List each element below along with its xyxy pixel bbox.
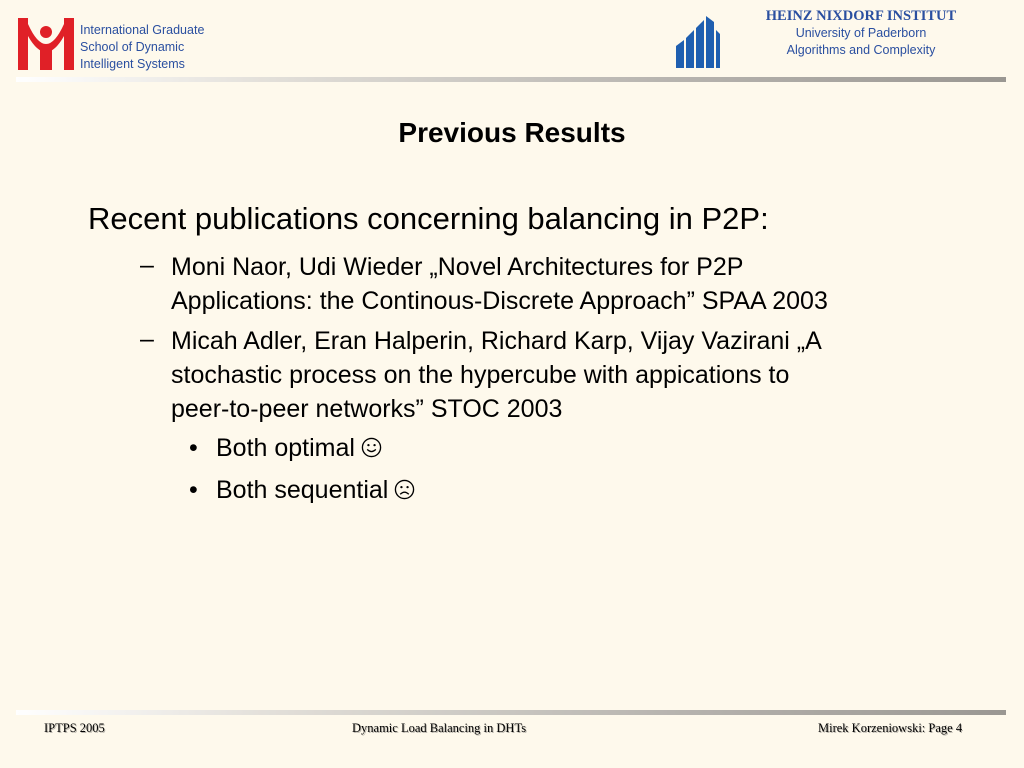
bullet-marker: • — [189, 476, 198, 504]
list-item-line: Micah Adler, Eran Halperin, Richard Karp, Vijay Vazirani „A — [171, 327, 822, 355]
bullet-marker: • — [189, 434, 198, 462]
list-item-line: Applications: the Continous-Discrete Approach” SPAA 2003 — [171, 287, 828, 315]
body-heading: Recent publications concerning balancing in P2P: — [88, 201, 769, 236]
school-name — [80, 22, 204, 73]
footer-divider — [16, 710, 1006, 715]
frown-icon — [394, 479, 415, 500]
footer-conference: IPTPS 2005 — [44, 721, 105, 735]
list-item-line: Moni Naor, Udi Wieder „Novel Architectures for P2P — [171, 253, 744, 281]
institute-name: HEINZ NIXDORF INSTITUT — [765, 8, 957, 24]
slide-title: Previous Results — [398, 117, 626, 148]
school-line: International Graduate — [80, 23, 205, 37]
sub-list-item — [216, 434, 382, 463]
smile-icon — [361, 437, 382, 458]
institute-line: University of Paderborn — [795, 26, 927, 40]
footer-page: Mirek Korzeniowski: Page 4 — [818, 721, 963, 735]
hni-logo-icon — [676, 16, 720, 68]
list-item — [171, 324, 822, 426]
footer-talk-title: Dynamic Load Balancing in DHTs — [352, 721, 527, 735]
dash-marker: – — [140, 251, 154, 279]
dash-marker: – — [140, 325, 154, 353]
sub-list-item-text: Both optimal — [216, 434, 355, 462]
igs-logo-icon — [18, 18, 74, 70]
school-line: School of Dynamic — [80, 40, 185, 54]
sub-list-item — [216, 476, 415, 505]
header-divider — [16, 77, 1006, 82]
school-line: Intelligent Systems — [80, 57, 185, 71]
list-item — [171, 250, 828, 318]
sub-list-item-text: Both sequential — [216, 476, 389, 504]
list-item-line: stochastic process on the hypercube with appications to — [171, 361, 790, 389]
list-item-line: peer-to-peer networks” STOC 2003 — [171, 395, 563, 423]
institute-block — [736, 7, 986, 59]
institute-line: Algorithms and Complexity — [786, 43, 936, 57]
